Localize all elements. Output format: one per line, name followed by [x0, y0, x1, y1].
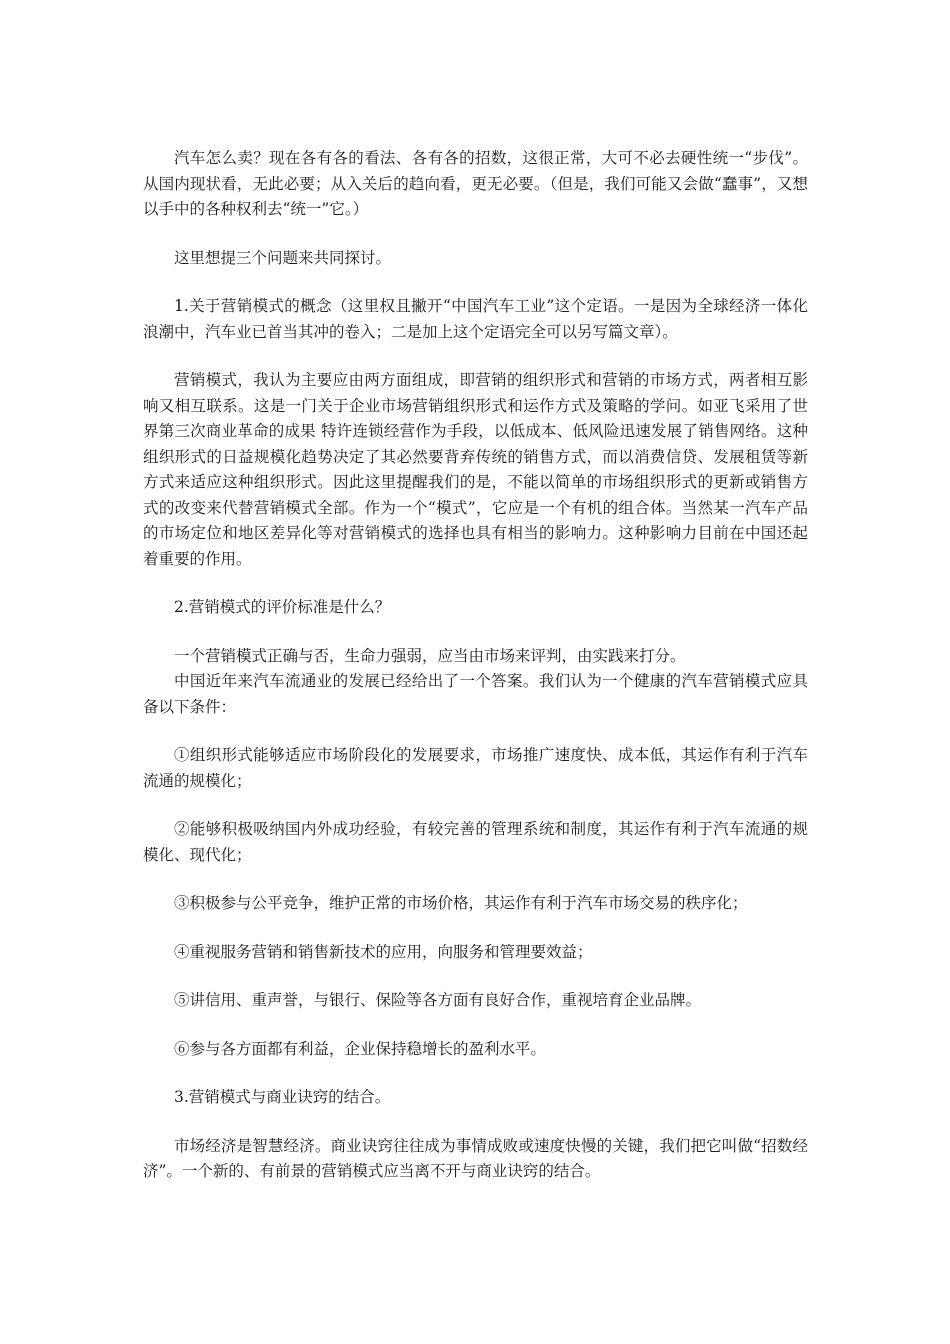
list-item-condition-5: ⑤讲信用、重声誉，与银行、保险等各方面有良好合作，重视培育企业品牌。 [174, 991, 702, 1009]
paragraph-topics: 这里想提三个问题来共同探讨。 [174, 248, 392, 267]
list-item-condition-3: ③积极参与公平竞争，维护正常的市场价格，其运作有利于汽车市场交易的秩序化； [174, 894, 748, 912]
paragraph-intro: 汽车怎么卖？现在各有各的看法、各有各的招数，这很正常，大可不必去硬性统一“步伐”。从国内现状看，无此必要；从入关后的趋向看，更无必要。（但是，我们可能又会做“蠢事”，又想以手中的各种权利去“统一”它。） [143, 149, 808, 218]
paragraph-section-2: 2.营销模式的评价标准是什么？ [174, 598, 391, 616]
paragraph-section-1: 1.关于营销模式的概念（这里权且撇开“中国汽车工业”这个定语。一是因为全球经济一体化浪潮中，汽车业已首当其冲的卷入；二是加上这个定语完全可以另写篇文章）。 [143, 297, 808, 341]
paragraph-section-3: 3.营销模式与商业诀窍的结合。 [174, 1088, 391, 1106]
paragraph-conclusion: 市场经济是智慧经济。商业诀窍往往成为事情成败或速度快慢的关键，我们把它叫做“招数经济”。一个新的、有前景的营销模式应当离不开与商业诀窍的结合。 [143, 1136, 808, 1180]
list-item-condition-6: ⑥参与各方面都有利益，企业保持稳增长的盈利水平。 [174, 1039, 547, 1058]
list-item-condition-1: ①组织形式能够适应市场阶段化的发展要求，市场推广速度快、成本低，其运作有利于汽车流通的规模化； [143, 746, 808, 790]
document-body [143, 146, 808, 1185]
paragraph-marketing-model: 营销模式，我认为主要应由两方面组成，即营销的组织形式和营销的市场方式，两者相互影响又相互联系。这是一门关于企业市场营销组织形式和运作方式及策略的学问。如亚飞采用了世界第三次商业革命的成果 特许连锁经营作为手段，以低成本、低风险迅速发展了销售网络。这种组织形式的日益规模化趋势决定了其必然要背弃传统的销售方式，而以消费信贷、发展租赁等新方式来适应这种组织形式。因此这里提醒我们的是，不能以简单的市场组织形式的更新或销售方式的改变来代替营销模式全部。作为一个“模式”，它应是一个有机的组合体。当然某一汽车产品的市场定位和地区差异化等对营销模式的选择也具有相当的影响力。这种影响力目前在中国还起着重要的作用。 [143, 371, 808, 568]
list-item-condition-4: ④重视服务营销和销售新技术的应用，向服务和管理要效益； [174, 942, 593, 961]
paragraph-conditions-intro: 中国近年来汽车流通业的发展已经给出了一个答案。我们认为一个健康的汽车营销模式应具备以下条件： [143, 672, 808, 716]
list-item-condition-2: ②能够积极吸纳国内外成功经验，有较完善的管理系统和制度，其运作有利于汽车流通的规模化、现代化； [143, 820, 808, 864]
paragraph-evaluation: 一个营销模式正确与否，生命力强弱，应当由市场来评判，由实践来打分。 [174, 646, 686, 665]
